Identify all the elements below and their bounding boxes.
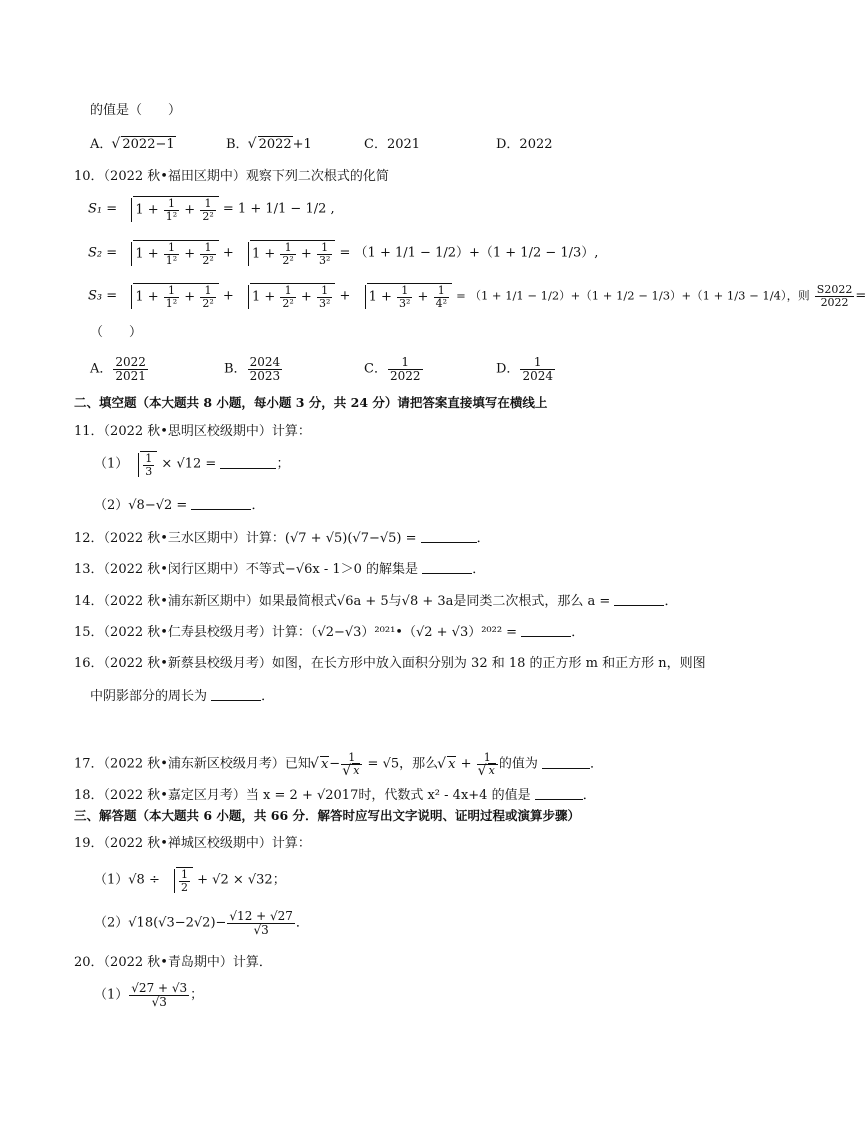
q19-heading: 19．（2022 秋•禅城区校级期中）计算： bbox=[74, 836, 311, 851]
q18-answer-blank[interactable] bbox=[535, 787, 583, 800]
q10-s2-radical-1: 1 + $\frac{1}{\text{1²}}$ + $\frac{1}{\text{2²}}$ bbox=[121, 240, 218, 266]
q9-option-a bbox=[90, 137, 176, 153]
q17: 17．（2022 秋•浦东新区校级月考）已知√ x− 1 √ x = √5，那么√ x + 1 √ x 的值为 ． bbox=[74, 752, 603, 776]
q17-answer-blank[interactable] bbox=[542, 756, 590, 769]
q10-s3-radical-2: 1 + $\frac{1}{\text{2²}}$ + $\frac{1}{\text{3²}}$ bbox=[238, 283, 335, 309]
q9-option-d: D．2022 bbox=[496, 137, 553, 152]
q9-option-a-letter: A． bbox=[90, 137, 113, 152]
q15-answer-blank[interactable] bbox=[521, 624, 571, 637]
q17-tail: 的值为 bbox=[498, 756, 538, 772]
q11-part-1-expr: × √12 = bbox=[161, 456, 217, 472]
q14-answer-blank[interactable] bbox=[614, 593, 664, 606]
q9-option-b-radical bbox=[249, 137, 293, 153]
q19-part-1-post: + √2 × √32； bbox=[197, 872, 286, 888]
q12-text: 12．（2022 秋•三水区期中）计算：(√7 + √5)(√7−√5) = bbox=[74, 531, 417, 546]
q20-part-1: （1） $\frac{√27 + √3}{√3}$ ； bbox=[94, 981, 204, 1009]
q9-option-b-value: 2022 bbox=[258, 137, 292, 152]
q13-text: 13．（2022 秋•闵行区期中）不等式−√6x - 1＞0 的解集是 bbox=[74, 562, 419, 577]
q10-option-c-letter: C． bbox=[364, 361, 387, 377]
q10-s1-rhs: = 1 + 1/1 − 1/2 , bbox=[222, 201, 335, 217]
q10-s3-radical-3: 1 + $\frac{1}{\text{3²}}$ + $\frac{1}{\text{4²}}$ bbox=[355, 283, 452, 309]
q10-s2: S₂ = 1 + $\frac{1}{\text{1²}}$ + $\frac{1}{\text{2²}}$ + 1 + $\frac{1}{\text{2²}}$ + $\frac{1}{\text{3²}}$ = （1 + 1/1 − 1/2）+（1 + 1/2 − 1/3）, bbox=[88, 241, 599, 267]
q11-part-1: （1） $\frac{1}{3}$ × √12 = ； bbox=[94, 452, 290, 478]
q10-s3: S₃ = 1 + $\frac{1}{\text{1²}}$ + $\frac{1}{\text{2²}}$ + 1 + $\frac{1}{\text{2²}}$ + $\frac{1}{\text{3²}}$ + 1 + $\frac{1}{\text{3²}}$ + $\frac{1}{\text{4²}}$ = （1 + 1/1 − 1/2）+（1 + 1/2 − 1/3）+（1 + 1/3 − 1/4），则 $\frac{S2022}{2022}$ = bbox=[88, 283, 866, 310]
q9-option-c: C．2021 bbox=[364, 137, 421, 152]
q9-option-a-value: 2022−1 bbox=[122, 137, 175, 152]
q15-text: 15．（2022 秋•仁寿县校级月考）计算：（√2−√3）²⁰²¹•（√2 + √3）²⁰²² = bbox=[74, 625, 518, 640]
q18-text: 18．（2022 秋•嘉定区月考）当 x = 2 + √2017时，代数式 x² - 4x+4 的值是 bbox=[74, 788, 531, 803]
q10-s3-label: S₃ bbox=[88, 288, 103, 304]
q10-option-d-letter: D． bbox=[496, 361, 520, 377]
q10-s1 bbox=[88, 196, 335, 222]
q10-ratio-denominator: 2022 bbox=[820, 295, 849, 309]
q20-part-1-fraction: $\frac{√27 + √3}{√3}$ bbox=[131, 981, 188, 1009]
q16-text: 中阴影部分的周长为 bbox=[90, 689, 208, 704]
q10-paren: （ ） bbox=[90, 325, 143, 340]
q16-line-1: 16．（2022 秋•新蔡县校级月考）如图，在长方形中放入面积分别为 32 和 18 的正方形 m 和正方形 n，则图 bbox=[74, 656, 706, 671]
q19-part-2: （2）√18(√3−2√2)− $\frac{√12 + √27}{√3}$ ． bbox=[94, 909, 309, 937]
q20-heading: 20．（2022 秋•青岛期中）计算． bbox=[74, 955, 272, 970]
q16-answer-blank[interactable] bbox=[211, 688, 261, 701]
q17-mid: = √5，那么 bbox=[367, 756, 439, 772]
q9-option-b-letter: B． bbox=[226, 137, 249, 152]
q10-option-a-letter: A． bbox=[90, 361, 113, 377]
q18: 18．（2022 秋•嘉定区月考）当 x = 2 + √2017时，代数式 x² - 4x+4 的值是 ． bbox=[74, 788, 596, 803]
q9-stem: 的值是（ ） bbox=[90, 103, 182, 118]
q10-option-a-value: $\frac{2022}{2021}$ bbox=[115, 355, 146, 383]
q10-s1-eq: = bbox=[106, 201, 118, 217]
q10-s2-radical-2: 1 + $\frac{1}{\text{2²}}$ + $\frac{1}{\text{3²}}$ bbox=[238, 240, 335, 266]
q10-ratio-numerator: S2022 bbox=[816, 283, 853, 296]
q10-option-b-value: $\frac{2024}{2023}$ bbox=[249, 355, 281, 383]
q10-option-d bbox=[496, 356, 556, 382]
q11-part-1-label: （1） bbox=[94, 456, 129, 472]
q19-part-1: （1）√8 ÷ $\frac{1}{2}$ + √2 × √32； bbox=[94, 868, 286, 894]
q11-part-2: （2）√8−√2 = ． bbox=[94, 498, 265, 513]
q11-part-1-answer-blank[interactable] bbox=[220, 456, 276, 469]
q11-heading: 11．（2022 秋•思明区校级期中）计算： bbox=[74, 424, 311, 439]
q9-option-b bbox=[226, 137, 312, 153]
q10-option-a bbox=[90, 356, 149, 382]
q14-text: 14．（2022 秋•浦东新区期中）如果最简根式√6a + 5与√8 + 3a是同类二次根式，那么 a = bbox=[74, 594, 611, 609]
q10-option-b bbox=[224, 356, 283, 382]
q10-s3-rhs: = （1 + 1/1 − 1/2）+（1 + 1/2 − 1/3）+（1 + 1/3 − 1/4），则 bbox=[456, 288, 810, 303]
q10-s3-radical-1: 1 + $\frac{1}{\text{1²}}$ + $\frac{1}{\text{2²}}$ bbox=[121, 283, 218, 309]
q10-heading: 10．（2022 秋•福田区期中）观察下列二次根式的化简 bbox=[74, 169, 389, 184]
q11-part-1-radical: $\frac{1}{3}$ bbox=[128, 451, 157, 477]
q19-part-2-pre: （2）√18(√3−2√2)− bbox=[94, 915, 227, 931]
q19-part-2-fraction: $\frac{√12 + √27}{√3}$ bbox=[229, 909, 293, 937]
q13: 13．（2022 秋•闵行区期中）不等式−√6x - 1＞0 的解集是 ． bbox=[74, 562, 486, 577]
q9-option-a-radical bbox=[112, 137, 175, 153]
q15: 15．（2022 秋•仁寿县校级月考）计算：（√2−√3）²⁰²¹•（√2 + √3）²⁰²² = ． bbox=[74, 625, 585, 640]
q10-s2-rhs: = （1 + 1/1 − 1/2）+（1 + 1/2 − 1/3）, bbox=[339, 245, 599, 261]
section-2-heading: 二、填空题（本大题共 8 小题，每小题 3 分，共 24 分）请把答案直接填写在横线上 bbox=[74, 395, 548, 410]
q10-tail: = bbox=[855, 288, 866, 304]
q11-part-2-answer-blank[interactable] bbox=[191, 497, 251, 510]
q17-text: 17．（2022 秋•浦东新区校级月考）已知 bbox=[74, 756, 311, 772]
q13-answer-blank[interactable] bbox=[422, 561, 472, 574]
q10-option-d-value: $\frac{1}{2024}$ bbox=[522, 355, 553, 383]
q12: 12．（2022 秋•三水区期中）计算：(√7 + √5)(√7−√5) = ． bbox=[74, 531, 490, 546]
q16-line-2: 中阴影部分的周长为 ． bbox=[90, 689, 275, 704]
q10-ratio bbox=[815, 284, 855, 308]
q12-answer-blank[interactable] bbox=[421, 530, 477, 543]
q10-s2-label: S₂ bbox=[88, 245, 103, 261]
q10-option-c bbox=[364, 356, 424, 382]
q20-part-1-label: （1） bbox=[94, 987, 129, 1003]
q10-option-c-value: $\frac{1}{2022}$ bbox=[389, 355, 421, 383]
q10-option-b-letter: B． bbox=[224, 361, 247, 377]
section-3-heading: 三、解答题（本大题共 6 小题，共 66 分．解答时应写出文字说明、证明过程或演算步骤） bbox=[74, 808, 581, 823]
q10-s1-radical: 1 + $\frac{1}{\text{1²}}$ + $\frac{1}{\text{2²}}$ bbox=[121, 196, 218, 222]
q10-s1-label: S₁ bbox=[88, 201, 103, 217]
q9-option-b-tail: +1 bbox=[292, 137, 312, 152]
q14: 14．（2022 秋•浦东新区期中）如果最简根式√6a + 5与√8 + 3a是同类二次根式，那么 a = ． bbox=[74, 594, 678, 609]
q19-part-1-pre: （1）√8 ÷ bbox=[94, 872, 160, 888]
q11-part-2-expr: （2）√8−√2 = bbox=[94, 498, 188, 513]
